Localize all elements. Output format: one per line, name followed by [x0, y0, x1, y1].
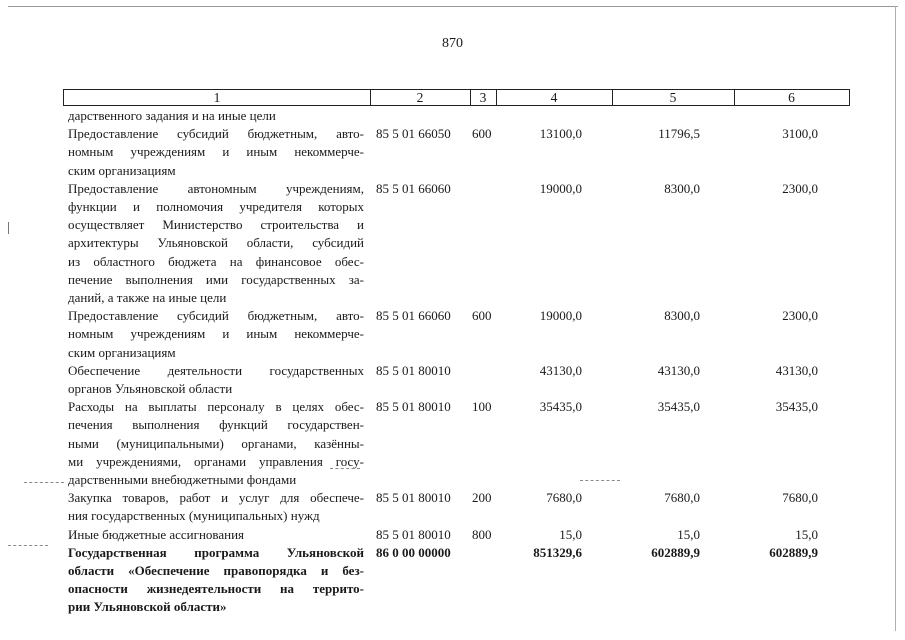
row-value-col4: 851329,6 [533, 544, 582, 560]
row-value-col6: 15,0 [795, 526, 818, 542]
header-col-6: 6 [788, 90, 795, 105]
header-col-4: 4 [550, 90, 558, 105]
row-value-col5: 7680,0 [664, 490, 700, 506]
description-line: дарственного задания и на иные цели [68, 108, 276, 123]
row-code: 86 0 00 00000 [376, 544, 451, 560]
row-value-col6: 43130,0 [775, 362, 818, 378]
description-line: даний, а также на иные цели [68, 289, 227, 305]
description-line: Расходы на выплаты персоналу в целях обес- [68, 399, 364, 415]
header-col-5: 5 [669, 90, 677, 105]
description-line: архитектуры Ульяновской области, субсидий [68, 235, 364, 251]
description-line: печения выполнения функций государствен- [68, 417, 364, 433]
row-description [68, 362, 364, 398]
scan-artifact [24, 482, 64, 483]
scan-artifact [330, 468, 360, 469]
description-line: из областного бюджета на финансовое обес- [68, 253, 364, 269]
row-code: 85 5 01 80010 [376, 362, 451, 378]
row-code: 85 5 01 66050 [376, 126, 451, 142]
description-line: номным учреждениям и иным некоммерче- [68, 326, 364, 342]
description-line: номным учреждениям и иным некоммерче- [68, 144, 364, 160]
description-line: рии Ульяновской области» [68, 599, 227, 615]
description-line: осуществляет Министерство строительства и [68, 217, 364, 233]
row-value-col6: 602889,9 [769, 544, 818, 560]
row-value-col5: 8300,0 [664, 308, 700, 324]
row-code: 85 5 01 80010 [376, 399, 451, 415]
row-value-col5: 8300,0 [664, 180, 700, 196]
row-value-col6: 2300,0 [782, 180, 818, 196]
row-description [68, 489, 364, 525]
row-value-col5: 11796,5 [658, 126, 700, 142]
description-line: ским организациям [68, 162, 176, 178]
description-line: Закупка товаров, работ и услуг для обеспече- [68, 490, 364, 506]
row-code: 85 5 01 80010 [376, 490, 451, 506]
row-value-col4: 19000,0 [539, 180, 582, 196]
row-value-col4: 13100,0 [539, 126, 582, 142]
row-code: 85 5 01 80010 [376, 526, 451, 542]
row-value-col5: 15,0 [677, 526, 700, 542]
description-line: ными (муниципальными) органами, казённы- [68, 435, 364, 451]
row-expense-type: 800 [472, 526, 492, 542]
description-line: печение выполнения ими государственных за- [68, 271, 364, 287]
row-description [68, 544, 364, 617]
row-code: 85 5 01 66060 [376, 180, 451, 196]
row-expense-type: 600 [472, 126, 492, 142]
description-line: Предоставление субсидий бюджетным, авто- [68, 308, 364, 324]
scan-artifact [8, 545, 48, 546]
description-line: дарственными внебюджетными фондами [68, 471, 297, 487]
description-line: ния государственных (муниципальных) нужд [68, 508, 320, 524]
row-value-col5: 602889,9 [651, 544, 700, 560]
row-description [68, 526, 364, 544]
row-value-col4: 19000,0 [539, 308, 582, 324]
row-description [68, 125, 364, 180]
row-expense-type: 200 [472, 490, 492, 506]
row-expense-type: 100 [472, 399, 492, 415]
row-value-col4: 35435,0 [539, 399, 582, 415]
row-code: 85 5 01 66060 [376, 308, 451, 324]
row-value-col5: 35435,0 [657, 399, 700, 415]
description-line: ми учреждениями, органами управления госу- [68, 453, 364, 469]
row-value-col6: 7680,0 [782, 490, 818, 506]
row-description [68, 398, 364, 489]
row-value-col6: 3100,0 [782, 126, 818, 142]
row-expense-type: 600 [472, 308, 492, 324]
description-line: функции и полномочия учредителя которых [68, 198, 364, 214]
row-value-col4: 15,0 [559, 526, 582, 542]
table-header [63, 89, 850, 106]
row-value-col5: 43130,0 [657, 362, 700, 378]
description-line: области «Обеспечение правопорядка и без- [68, 562, 364, 578]
header-col-3: 3 [479, 90, 487, 105]
row-value-col4: 43130,0 [539, 362, 582, 378]
header-col-2: 2 [416, 90, 424, 105]
scan-artifact [8, 222, 9, 234]
row-description [68, 180, 364, 307]
row-value-col6: 35435,0 [775, 399, 818, 415]
row-description [68, 107, 364, 125]
row-value-col4: 7680,0 [546, 490, 582, 506]
description-line: Иные бюджетные ассигнования [68, 526, 245, 542]
description-line: ским организациям [68, 344, 176, 360]
page-edge-top [8, 6, 898, 7]
description-line: Предоставление субсидий бюджетным, авто- [68, 126, 364, 142]
description-line: Обеспечение деятельности государственных [68, 362, 364, 378]
page-edge-right [895, 6, 896, 631]
description-line: опасности жизнедеятельности на террито- [68, 581, 364, 597]
description-line: Предоставление автономным учреждениям, [68, 180, 364, 196]
header-col-1: 1 [213, 90, 221, 105]
page-number: 870 [442, 36, 463, 51]
description-line: органов Ульяновской области [68, 380, 233, 396]
scan-artifact [580, 480, 620, 481]
row-description [68, 307, 364, 362]
row-value-col6: 2300,0 [782, 308, 818, 324]
description-line: Государственная программа Ульяновской [68, 544, 364, 560]
